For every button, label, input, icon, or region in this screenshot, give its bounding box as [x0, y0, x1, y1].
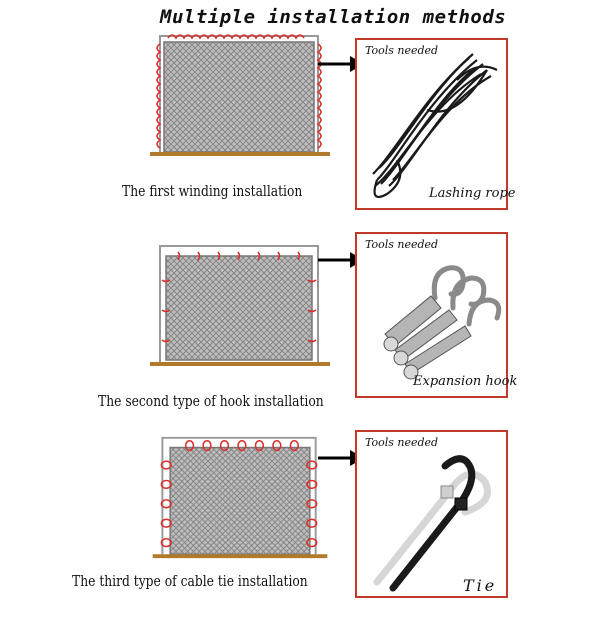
- tools-needed-label: Tools needed: [365, 44, 439, 57]
- cable-tie-net-illustration: [150, 432, 330, 562]
- tool-name-cable-tie: Tie: [463, 576, 498, 595]
- tool-name-expansion-hook: Expansion hook: [413, 374, 518, 389]
- caption-cable-tie: The third type of cable tie installation: [72, 572, 308, 590]
- winding-net-illustration: [150, 30, 330, 160]
- tools-needed-label: Tools needed: [365, 238, 439, 251]
- cable-tie-icon: [357, 432, 507, 598]
- tools-needed-label: Tools needed: [365, 436, 439, 449]
- toolbox-lashing-rope: [355, 38, 516, 210]
- section-cable-tie: [0, 428, 600, 618]
- section-hook: [0, 232, 600, 422]
- hook-net-illustration: [150, 240, 330, 370]
- toolbox-expansion-hook: [355, 232, 518, 398]
- toolbox-cable-tie: [355, 430, 508, 598]
- caption-winding: The first winding installation: [122, 182, 303, 200]
- expansion-hook-icon: [357, 234, 507, 394]
- page-title: Multiple installation methods: [160, 6, 507, 28]
- caption-hook: The second type of hook installation: [98, 392, 324, 410]
- tool-name-lashing-rope: Lashing rope: [429, 186, 516, 201]
- rope-coil-icon: [357, 40, 507, 210]
- section-winding: [0, 30, 600, 220]
